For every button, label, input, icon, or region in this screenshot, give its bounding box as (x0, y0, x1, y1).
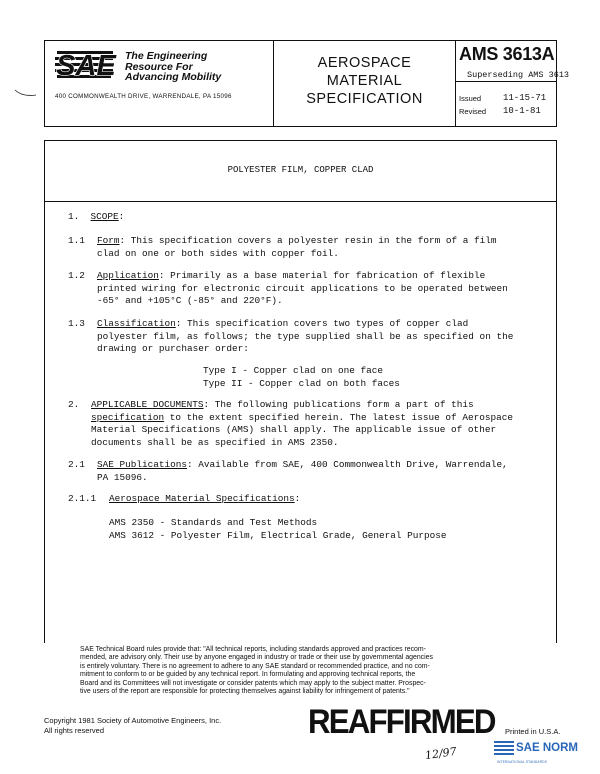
section-2-label: APPLICABLE DOCUMENTS (91, 399, 204, 410)
section-2-line-1 (91, 399, 474, 412)
section-1-3-number: 1.3 (68, 318, 85, 329)
sae-norm-subtext: INTERNATIONAL STANDARDS (497, 760, 548, 764)
sae-norm-watermark (492, 739, 596, 769)
section-2-1-1-punct: : (294, 493, 301, 504)
spec-type-box (273, 41, 455, 126)
copyright-notice: Copyright 1981 Society of Automotive Engineers, Inc. (44, 716, 222, 725)
section-1-title: SCOPE (90, 211, 119, 222)
disclaimer-line-4: mitment to conform to or be guided by any technical report. In formulating and approving technical reports, the (80, 671, 416, 679)
section-2-text-2: to the extent specified herein. The latest issue of Aerospace (164, 411, 513, 423)
superseding-note: Superseding AMS 3613 (467, 70, 570, 80)
section-2-1-1-number: 2.1.1 (68, 493, 97, 504)
section-2-1-line-2: PA 15096. (97, 471, 148, 483)
section-2-1-text-1: : Available from SAE, 400 Commonwealth Drive, Warrendale, (187, 459, 508, 470)
revised-label: Revised (459, 107, 487, 116)
spec-number-divider (456, 81, 556, 82)
section-1-1-line-1 (97, 235, 496, 248)
tagline-line-1: The Engineering (125, 50, 208, 62)
disclaimer-line-5: Board and its Committees will not investigate or consider patents which may apply to the subject matter. Prospec- (80, 679, 426, 687)
handwritten-date: 12/97 (424, 744, 458, 763)
sae-branding (45, 41, 273, 126)
disclaimer-line-3: is entirely voluntary. There is no agreement to adhere to any SAE standard or recommended practice, and no com- (80, 662, 430, 670)
section-2-text-1: : The following publications form a part of this (203, 399, 474, 410)
sae-logo-icon (55, 48, 117, 80)
printed-in-usa: Printed in U.S.A. (505, 727, 561, 736)
rights-notice: All rights reserved (44, 725, 105, 735)
section-2-line-2 (91, 412, 513, 425)
title-divider (45, 201, 556, 202)
tagline-line-2: Resource For (125, 60, 193, 73)
disclaimer-line-6: tive users of the report are responsible for protecting themselves against liability for infringement of patents." (80, 688, 410, 696)
section-1-3-text-1: : This specification covers two types of copper clad (175, 318, 469, 329)
sae-logo-text: SAE (56, 50, 116, 80)
section-1-2-text-1: : Primarily as a base material for fabrication of flexible (158, 270, 486, 281)
section-1-3-line-2: polyester film, as follows; the type supplied shall be as specified on the (97, 330, 514, 342)
section-1-3-line-3: drawing or purchaser order: (97, 343, 249, 354)
section-2-1-1-heading (109, 493, 300, 506)
type-1-item: Type I - Copper clad on one face (203, 365, 384, 376)
document-body (44, 140, 557, 643)
section-1-punct: : (118, 211, 125, 222)
section-1-number: 1. (68, 211, 80, 222)
pen-mark-decoration (14, 88, 38, 98)
spec-type-line-1: AEROSPACE (317, 55, 412, 71)
section-2-1-line-1 (97, 459, 508, 472)
reaffirmed-stamp: REAFFIRMED (308, 703, 495, 741)
sae-norm-text: SAE NORM (516, 742, 578, 754)
sae-tagline (125, 51, 221, 83)
spec-type-line-2: MATERIAL (326, 73, 403, 89)
disclaimer-line-1: SAE Technical Board rules provide that: "All technical reports, including standards approved and practices recom- (80, 646, 426, 653)
section-1-1-number: 1.1 (68, 235, 85, 246)
type-2-item: Type II - Copper clad on both faces (203, 377, 400, 389)
spec-number: AMS 3613A (459, 44, 555, 64)
spec-type-line-3: SPECIFICATION (306, 91, 423, 107)
section-2-line-3: Material Specifications (AMS) shall apply. The applicable issue of other (91, 424, 497, 435)
section-2-line-4: documents shall be as specified in AMS 2350. (91, 436, 339, 448)
issued-date: 11-15-71 (503, 93, 547, 103)
section-2-1-1-label: Aerospace Material Specifications (109, 493, 295, 504)
copyright-block (44, 716, 221, 735)
section-1-2-line-2: printed wiring for electronic circuit applications to be operated between (97, 282, 508, 294)
reference-ams-2350: AMS 2350 - Standards and Test Methods (109, 517, 318, 528)
disclaimer-line-2: mended, are advisory only. Their use by anyone engaged in industry or trade or their use by governmental agencies (80, 654, 433, 662)
spec-header (44, 40, 570, 127)
section-1-2-line-3: -65° and +105°C (-85° and 220°F). (97, 295, 283, 306)
section-2-number: 2. (68, 399, 80, 410)
issued-label: Issued (459, 94, 482, 103)
section-1-1-label: Form (97, 235, 120, 246)
section-1-1-text-1: : This specification covers a polyester resin in the form of a film (119, 235, 497, 246)
section-1-3-line-1 (97, 318, 468, 331)
spec-type-title (274, 54, 455, 108)
tagline-line-3: Advancing Mobility (125, 71, 222, 83)
section-1-1-line-2: clad on one or both sides with copper foil. (97, 247, 339, 259)
section-2-1-label: SAE Publications (97, 459, 188, 470)
section-1-2-number: 1.2 (68, 270, 85, 281)
spec-number-box (455, 41, 570, 126)
section-1-heading (68, 211, 124, 224)
section-2-text-2-underlined: specification (91, 411, 165, 423)
section-2-1-number: 2.1 (68, 459, 85, 470)
sae-board-disclaimer (80, 646, 525, 696)
section-1-2-line-1 (97, 270, 485, 283)
reference-ams-3612: AMS 3612 - Polyester Film, Electrical Grade, General Purpose (109, 529, 447, 541)
section-1-3-label: Classification (97, 318, 176, 329)
section-1-2-label: Application (97, 270, 159, 281)
sae-norm-logo-icon (494, 739, 516, 759)
sae-address: 400 COMMONWEALTH DRIVE, WARRENDALE, PA 15096 (55, 93, 232, 100)
document-title: POLYESTER FILM, COPPER CLAD (227, 165, 374, 175)
revised-date: 10-1-81 (503, 106, 541, 116)
